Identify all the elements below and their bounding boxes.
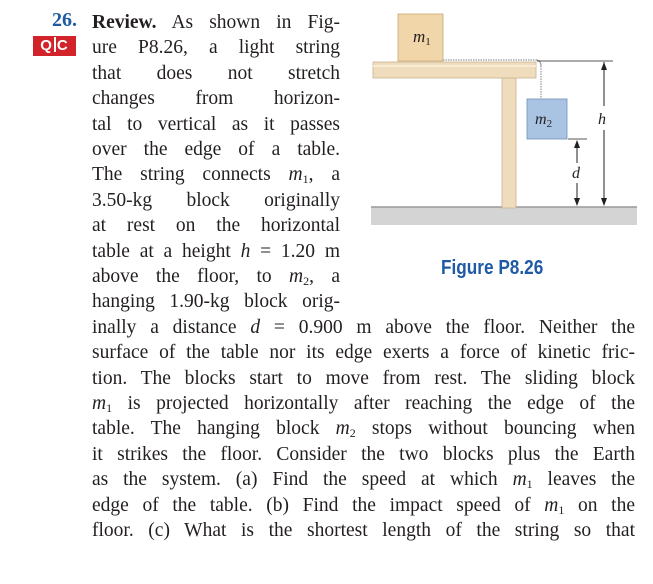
text-run: surface of the table nor its edge exerts a force of kinetic fric- [92, 342, 635, 364]
text-run: hanging 1.90-kg block orig- [92, 291, 340, 313]
variable: d [250, 316, 261, 338]
text-run: leaves the [532, 469, 635, 491]
text-run: , a [309, 266, 340, 287]
floor [371, 207, 637, 225]
review-label: Review. [92, 12, 157, 33]
text-run: inally a distance [92, 316, 251, 338]
text-run: table. The hanging block [92, 418, 336, 440]
subscript: 1 [302, 172, 309, 187]
d-arrow-down [574, 198, 580, 206]
text-run: As shown in Fig- [156, 12, 340, 33]
h-label: h [598, 111, 606, 128]
table-top [373, 62, 536, 78]
subscript: 1 [558, 502, 565, 517]
text-run: it strikes the floor. Consider the two blocks plus the Earth [92, 443, 635, 465]
variable: m [335, 418, 350, 440]
problem-number: 26. [52, 9, 77, 31]
block-m2-label: m2 [535, 111, 553, 130]
variable: h [240, 240, 251, 262]
d-arrow-up [574, 140, 580, 148]
text-run: ure P8.26, a light string [92, 37, 340, 59]
text-run: The string connects [92, 164, 289, 186]
text-run: over the edge of a table. [92, 139, 340, 160]
block-m1-label: m1 [413, 27, 431, 48]
text-run: that does not stretch [92, 62, 340, 84]
variable: m [544, 494, 559, 516]
text-run: floor. (c) What is the shortest length of the string so that [92, 520, 635, 541]
text-run: edge of the table. (b) Find the impact speed of [92, 494, 545, 516]
variable: m [92, 393, 107, 414]
text-run: stops without bouncing when [355, 418, 635, 440]
text-run: is projected horizontally after reaching the edge of the [112, 393, 635, 414]
text-run: changes from horizon- [92, 88, 340, 110]
text-run: as the system. (a) Find the speed at which [92, 469, 513, 491]
subscript: 2 [303, 274, 310, 288]
text-run: table at a height [92, 240, 241, 262]
variable: m [289, 266, 304, 287]
table-leg [502, 78, 516, 208]
text-run: tal to vertical as it passes [92, 113, 340, 135]
text-run: above the floor, to [92, 266, 289, 287]
text-run: = 1.20 m [250, 240, 340, 262]
subscript: 2 [349, 426, 356, 441]
qic-badge-q: Q [40, 37, 53, 54]
h-arrow-down [601, 198, 607, 206]
figure-caption: Figure P8.26 [441, 257, 544, 279]
qic-badge-c: C [56, 37, 69, 54]
h-arrow-up [601, 62, 607, 70]
subscript: 1 [526, 477, 533, 492]
subscript: 1 [106, 401, 113, 415]
d-label: d [572, 165, 580, 182]
variable: m [512, 469, 527, 491]
text-run: on the [564, 494, 635, 516]
variable: m [288, 164, 303, 186]
text-run: 3.50-kg block originally [92, 189, 340, 211]
text-run: at rest on the horizontal [92, 215, 340, 237]
text-run: tion. The blocks start to move from rest. The sliding block [92, 367, 635, 389]
text-run: , a [308, 164, 340, 186]
text-run: = 0.900 m above the floor. Neither the [260, 316, 636, 338]
